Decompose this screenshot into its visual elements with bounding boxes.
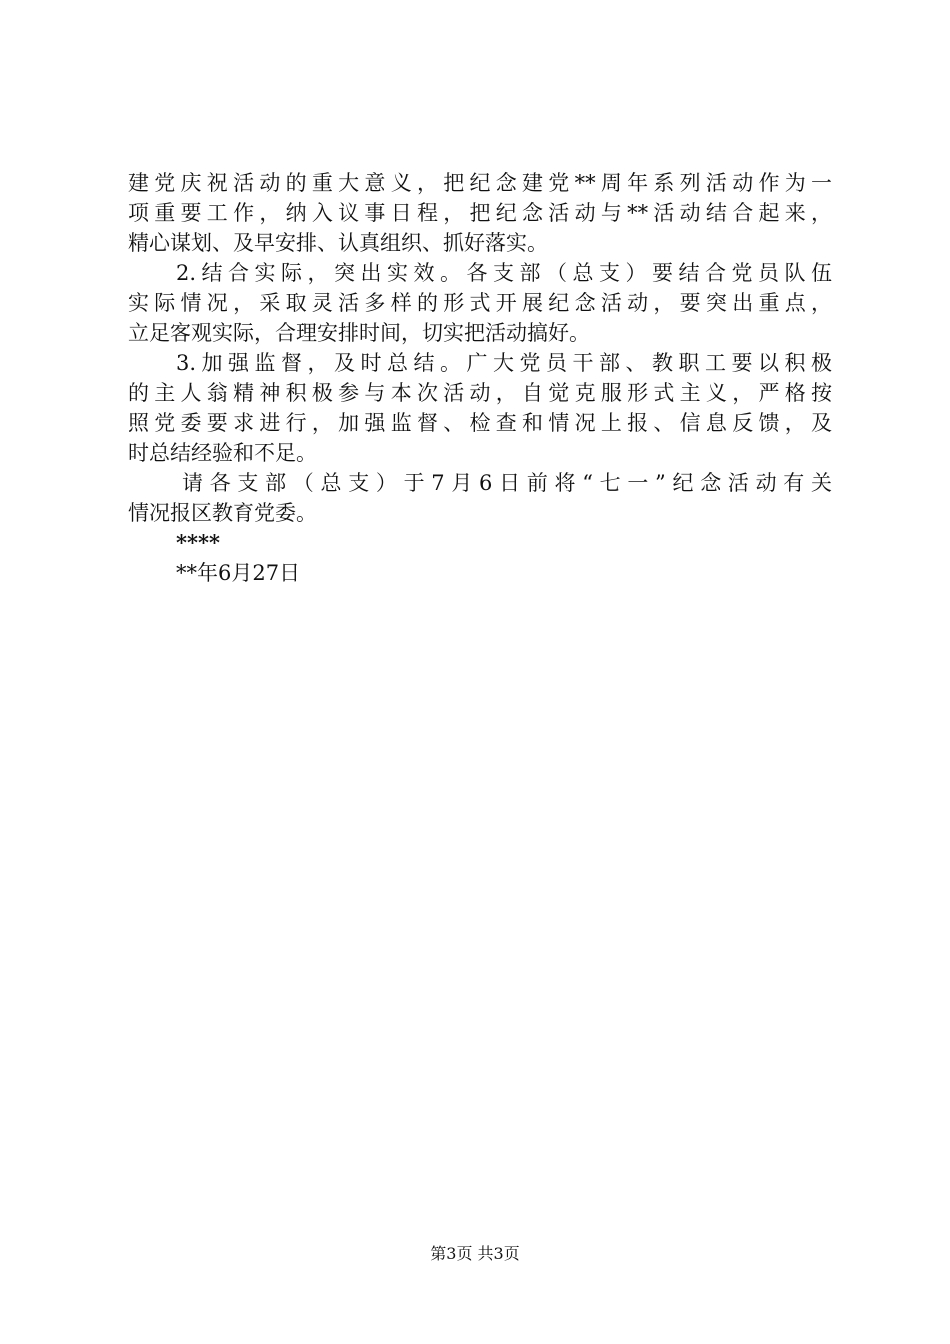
paragraph-line: 精心谋划、及早安排、认真组织、抓好落实。 — [128, 231, 548, 255]
document-date: **年6月27日 — [176, 561, 301, 585]
paragraph-line: 立足客观实际，合理安排时间，切实把活动搞好。 — [128, 321, 590, 345]
paragraph-line: 情况报区教育党委。 — [128, 501, 317, 525]
paragraph-line: 的主人翁精神积极参与本次活动，自觉克服形式主义，严格按 — [128, 381, 832, 405]
paragraph-line: 3.加强监督，及时总结。广大党员干部、教职工要以积极 — [176, 351, 832, 375]
paragraph-line: 实际情况，采取灵活多样的形式开展纪念活动，要突出重点， — [128, 291, 832, 315]
paragraph-line: 时总结经验和不足。 — [128, 441, 317, 465]
page-footer: 第3页 共3页 — [430, 1244, 520, 1263]
paragraph-line: 建党庆祝活动的重大意义，把纪念建党**周年系列活动作为一 — [128, 171, 832, 195]
paragraph-line: 照党委要求进行，加强监督、检查和情况上报、信息反馈，及 — [128, 411, 832, 435]
signature: **** — [176, 530, 220, 555]
paragraph-line: 请各支部（总支）于7月6日前将“七一”纪念活动有关 — [182, 471, 832, 495]
document-body — [128, 168, 832, 588]
paragraph-line: 2.结合实际，突出实效。各支部（总支）要结合党员队伍 — [176, 261, 832, 285]
paragraph-line: 项重要工作，纳入议事日程，把纪念活动与**活动结合起来， — [128, 201, 832, 225]
